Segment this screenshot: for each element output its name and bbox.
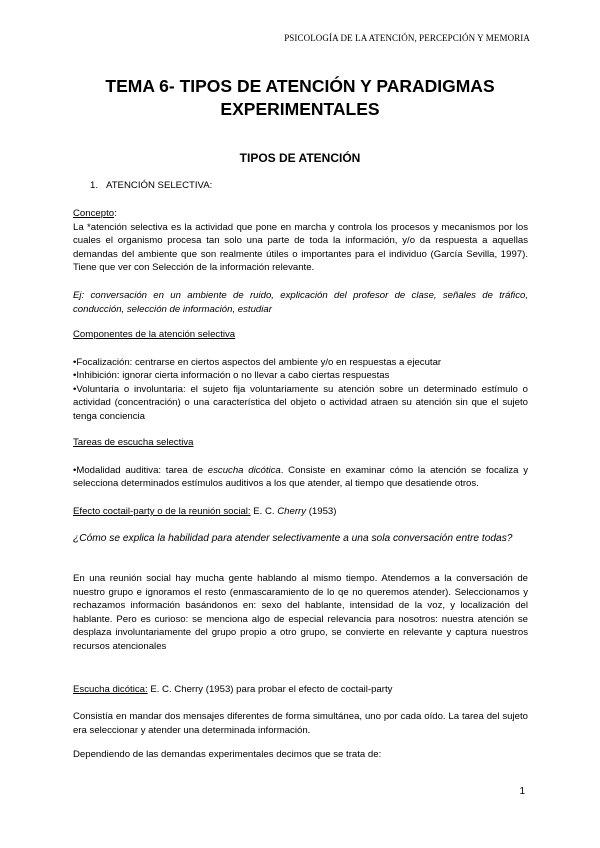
concepto-text: La *atención selectiva es la actividad que pone en marcha y controla los procesos y mecanismos por los cuales el organismo procesa tan solo una parte de toda la información, y/o da respuesta a aquellas demandas del ambiente que son realmente útiles o importantes para el individuo (García Sevilla, 1997). Tiene que ver con Selección de la información relevante. — [73, 221, 528, 273]
tareas-text — [73, 464, 528, 491]
coctail-block — [73, 505, 528, 519]
dicotica-heading: Escucha dicótica: — [73, 684, 148, 695]
title-line-1: TEMA 6- TIPOS DE ATENCIÓN Y PARADIGMAS — [105, 76, 495, 96]
section-label: ATENCIÓN SELECTIVA: — [106, 180, 213, 191]
tareas-block — [73, 436, 528, 491]
ejemplo-text: Ej: conversación en un ambiente de ruido, explicación del profesor de clase, señales de tráfico, conducción, selección de información, estudiar — [73, 290, 528, 315]
page-number: 1 — [519, 786, 525, 797]
concepto-heading: Concepto — [73, 208, 115, 219]
tareas-text-post: . Consiste en examinar cómo la atención se focaliza y selecciona determinados estímulos auditivos a los que atender, al tiempo que desatiende otros. — [73, 464, 529, 489]
dicotica-text: Consistía en mandar dos mensajes diferentes de forma simultánea, uno por cada oído. La tarea del sujeto era seleccionar y atender una determinada información. — [73, 711, 528, 736]
coctail-text: En una reunión social hay mucha gente hablando al mismo tiempo. Atendemos a la conversación de nuestro grupo e ignoramos el resto (enmascaramiento de lo qe no queremos atender). Seleccionamos y rechazamos información basándonos en: sexo del hablante, intensidad de la voz, y localización del hablante. Pero es curioso: se menciona algo de especial relevancia para nosotros: nuestra atención se desplaza involuntariamente del grupo propio a otro grupo, se convierte en relevante y captura nuestros recursos atencionales — [73, 573, 528, 652]
page-title — [60, 75, 540, 121]
componentes-item: •Inhibición: ignorar cierta información o no llevar a cabo ciertas respuestas — [73, 370, 390, 381]
tareas-text-pre: •Modalidad auditiva: tarea de — [73, 464, 208, 476]
coctail-author-year: (1953) — [306, 506, 337, 517]
componentes-item: •Focalización: centrarse en ciertos aspectos del ambiente y/o en respuestas a ejecutar — [73, 356, 442, 368]
dicotica-dependiendo: Dependiendo de las demandas experimentales decimos que se trata de: — [73, 749, 382, 760]
concepto-colon: : — [114, 208, 117, 219]
dicotica-block — [73, 683, 528, 697]
coctail-heading: Efecto coctail-party o de la reunión social: — [73, 506, 251, 517]
componentes-item: •Voluntaria o involuntaria: el sujeto fija voluntariamente su atención sobre un determinado estímulo o actividad (concentración) o una característica del objeto o actividad atraen su atención sin que el sujeto tenga conciencia — [73, 383, 528, 422]
title-line-2: EXPERIMENTALES — [220, 99, 380, 119]
coctail-author-name: Cherry — [277, 506, 307, 517]
tareas-heading: Tareas de escucha selectiva — [73, 437, 194, 448]
tareas-text-italic: escucha dicótica — [207, 464, 281, 476]
coctail-question: ¿Cómo se explica la habilidad para atender selectivamente a una sola conversación entre todas? — [73, 533, 513, 544]
componentes-heading: Componentes de la atención selectiva — [73, 329, 236, 340]
componentes-block — [73, 328, 528, 423]
running-header: PSICOLOGÍA DE LA ATENCIÓN, PERCEPCIÓN Y MEMORIA — [284, 33, 530, 43]
coctail-author-pre: E. C. — [250, 506, 278, 517]
section-number: 1. — [90, 180, 99, 191]
dicotica-intro: E. C. Cherry (1953) para probar el efecto de coctail-party — [147, 684, 393, 695]
numbered-heading — [90, 180, 212, 191]
concepto-block — [73, 207, 528, 275]
section-title: TIPOS DE ATENCIÓN — [239, 151, 361, 165]
